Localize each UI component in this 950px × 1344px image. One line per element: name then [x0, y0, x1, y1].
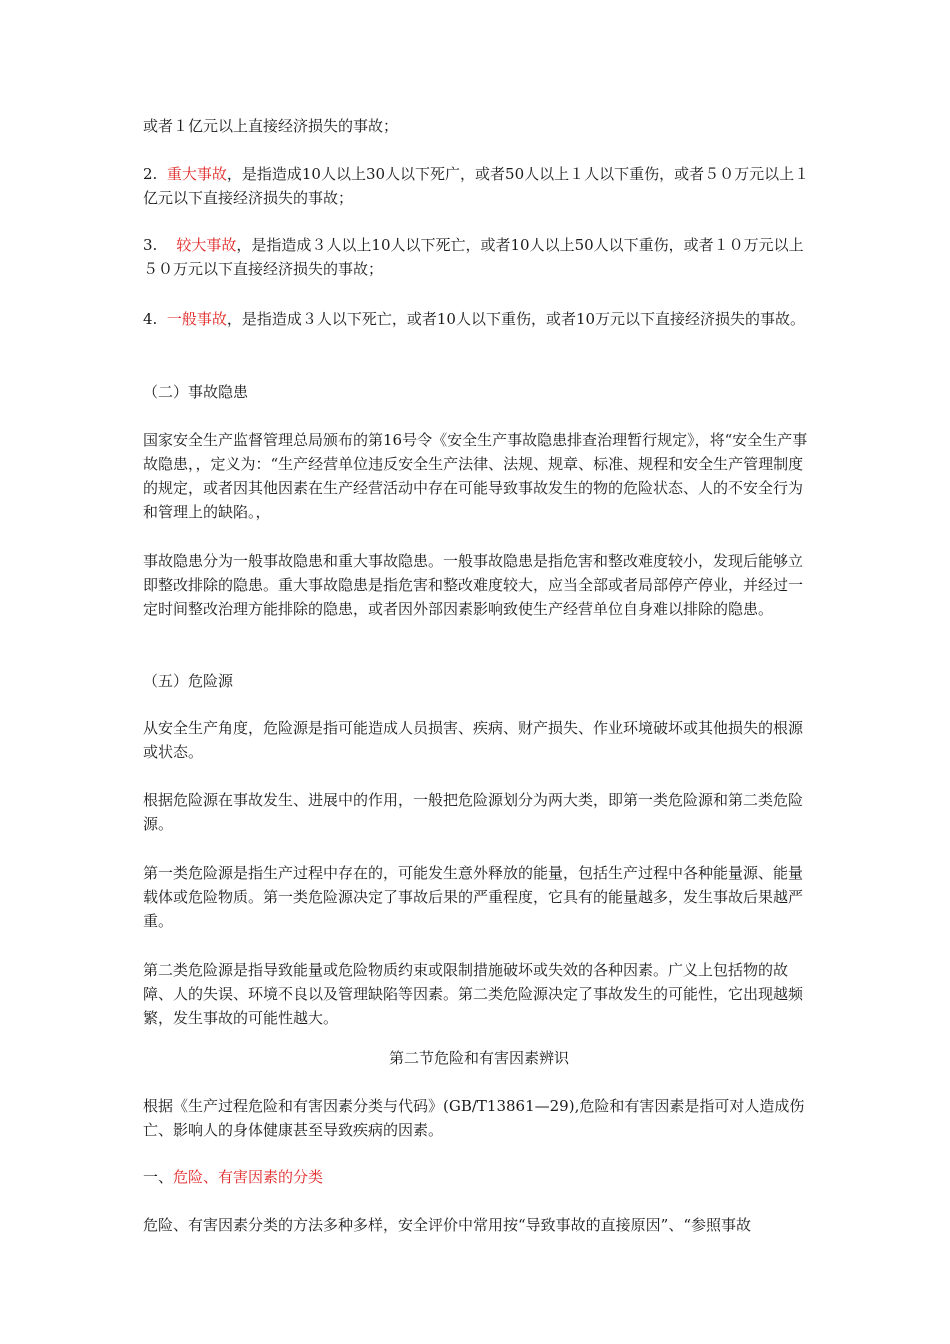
heading-classification [143, 1165, 815, 1189]
paragraph-general-accident [143, 307, 815, 331]
term-major-accident: 重大事故 [166, 165, 227, 183]
item-number: 2. [143, 165, 158, 183]
paragraph-classification-methods: 危险、有害因素分类的方法多种多样，安全评价中常用按“导致事故的直接原因”、“参照事故 [143, 1216, 752, 1234]
paragraph-larger-accident [143, 233, 815, 281]
paragraph-standard-reference: 根据《生产过程危险和有害因素分类与代码》(GB/T13861—29),危险和有害因素是指可对人造成伤亡、影响人的身体健康甚至导致疾病的因素。 [143, 1097, 805, 1139]
item-number: 3. [143, 236, 158, 254]
paragraph-accident-level-1-tail: 或者１亿元以上直接经济损失的事故； [143, 117, 399, 135]
paragraph-danger-source-definition: 从安全生产角度，危险源是指可能造成人员损害、疾病、财产损失、作业环境破坏或其他损失的根源或状态。 [143, 719, 804, 761]
paragraph-hazard-definition: 国家安全生产监督管理总局颁布的第16号令《安全生产事故隐患排查治理暂行规定》，将“安全生产事故隐患，，定义为：“生产经营单位违反安全生产法律、法规、规章、标准、规程和安全生产管理制度的规定，或者因其他因素在生产经营活动中存在可能导致事故发生的物的危险状态、人的不安全行为和管理上的缺陷。， [143, 431, 808, 521]
definition-text: ，是指造成10人以上30人以下死广，或者50人以上１人以下重伤，或者５０万元以上１亿元以下直接经济损失的事故； [143, 165, 810, 207]
heading-danger-source: （五）危险源 [143, 672, 234, 690]
item-number: 4. [143, 310, 158, 328]
paragraph-hazard-classes: 事故隐患分为一般事故隐患和重大事故隐患。一般事故隐患是指危害和整改难度较小，发现后能够立即整改排除的隐患。重大事故隐患是指危害和整改难度较大，应当全部或者局部停产停业，并经过一定时间整改治理方能排除的隐患，或者因外部因素影响致使生产经营单位自身难以排除的隐患。 [143, 552, 804, 618]
heading-accident-hazards: （二）事故隐患 [143, 383, 249, 401]
definition-text: ，是指造成３人以上10人以下死亡，或者10人以上50人以下重伤，或者１０万元以上５０万元以下直接经济损失的事故； [143, 236, 804, 278]
paragraph-danger-source-types: 根据危险源在事故发生、进展中的作用，一般把危险源划分为两大类，即第一类危险源和第二类危险源。 [143, 791, 804, 833]
section-title: 第二节危险和有害因素辨识 [388, 1049, 569, 1067]
heading-number: 一、 [143, 1168, 174, 1186]
paragraph-major-accident [143, 162, 815, 210]
term-larger-accident: 较大事故 [176, 236, 237, 254]
paragraph-second-type: 第二类危险源是指导致能量或危险物质约束或限制措施破坏或失效的各种因素。广义上包括物的故障、人的失误、环境不良以及管理缺陷等因素。第二类危险源决定了事故发生的可能性，它出现越频繁，发生事故的可能性越大。 [143, 961, 804, 1027]
heading-classification-text: 危险、有害因素的分类 [173, 1168, 324, 1186]
term-general-accident: 一般事故 [166, 310, 227, 328]
definition-text: ，是指造成３人以下死亡，或者10人以下重伤，或者10万元以下直接经济损失的事故。 [226, 310, 806, 328]
paragraph-first-type: 第一类危险源是指生产过程中存在的，可能发生意外释放的能量，包括生产过程中各种能量源、能量载体或危险物质。第一类危险源决定了事故后果的严重程度，它具有的能量越多，发生事故后果越严重。 [143, 864, 804, 930]
